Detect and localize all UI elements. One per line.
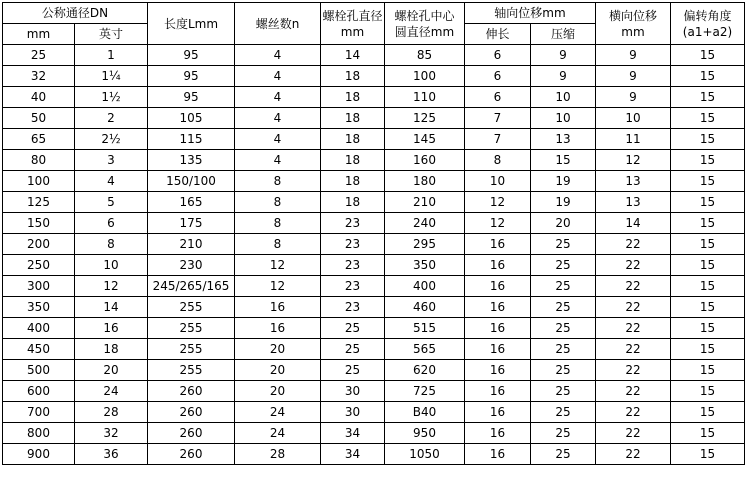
- header-bolt-circle-line2: 圆直径mm: [394, 24, 455, 39]
- cell-bolt-hole-diameter: 18: [321, 66, 385, 87]
- cell-dn-inch: 12: [75, 276, 148, 297]
- cell-bolt-hole-diameter: 23: [321, 276, 385, 297]
- cell-bolt-circle-diameter: 295: [385, 234, 465, 255]
- cell-axial-compress: 25: [531, 444, 596, 465]
- cell-lateral: 22: [596, 381, 671, 402]
- cell-axial-compress: 25: [531, 423, 596, 444]
- cell-dn-inch: 32: [75, 423, 148, 444]
- header-angle-line1: 偏转角度: [683, 8, 732, 23]
- cell-angle: 15: [671, 129, 745, 150]
- cell-bolt-circle-diameter: 210: [385, 192, 465, 213]
- cell-axial-extend: 6: [465, 66, 531, 87]
- cell-length: 115: [148, 129, 235, 150]
- cell-dn-mm: 450: [3, 339, 75, 360]
- table-row: [3, 318, 745, 339]
- cell-bolt-circle-diameter: 1050: [385, 444, 465, 465]
- cell-bolt-hole-diameter: 30: [321, 381, 385, 402]
- cell-length: 95: [148, 66, 235, 87]
- table-header: [3, 3, 745, 45]
- cell-axial-compress: 25: [531, 234, 596, 255]
- cell-axial-compress: 20: [531, 213, 596, 234]
- cell-axial-extend: 16: [465, 402, 531, 423]
- cell-bolts: 4: [235, 129, 321, 150]
- cell-length: 260: [148, 402, 235, 423]
- header-extend: 伸长: [465, 24, 531, 45]
- cell-bolts: 4: [235, 108, 321, 129]
- cell-bolt-hole-diameter: 34: [321, 423, 385, 444]
- cell-axial-compress: 25: [531, 318, 596, 339]
- cell-dn-inch: 24: [75, 381, 148, 402]
- cell-lateral: 13: [596, 171, 671, 192]
- header-length: 长度Lmm: [148, 3, 235, 45]
- cell-axial-compress: 25: [531, 276, 596, 297]
- cell-dn-inch: 18: [75, 339, 148, 360]
- cell-bolt-circle-diameter: 515: [385, 318, 465, 339]
- header-mm: mm: [3, 24, 75, 45]
- cell-bolt-circle-diameter: 620: [385, 360, 465, 381]
- cell-axial-extend: 16: [465, 297, 531, 318]
- header-bolt-circle-diameter: [385, 3, 465, 45]
- cell-angle: 15: [671, 381, 745, 402]
- cell-axial-extend: 12: [465, 192, 531, 213]
- cell-axial-extend: 16: [465, 339, 531, 360]
- cell-length: 260: [148, 381, 235, 402]
- cell-dn-mm: 700: [3, 402, 75, 423]
- cell-axial-compress: 9: [531, 45, 596, 66]
- cell-dn-mm: 800: [3, 423, 75, 444]
- cell-bolts: 12: [235, 255, 321, 276]
- cell-dn-inch: 3: [75, 150, 148, 171]
- cell-bolts: 12: [235, 276, 321, 297]
- cell-bolts: 24: [235, 402, 321, 423]
- cell-dn-mm: 50: [3, 108, 75, 129]
- cell-dn-mm: 900: [3, 444, 75, 465]
- cell-dn-mm: 300: [3, 276, 75, 297]
- cell-bolt-circle-diameter: 565: [385, 339, 465, 360]
- cell-axial-extend: 7: [465, 108, 531, 129]
- header-angle-line2: (a1+a2): [682, 24, 733, 39]
- cell-dn-mm: 125: [3, 192, 75, 213]
- cell-length: 255: [148, 318, 235, 339]
- cell-dn-mm: 200: [3, 234, 75, 255]
- cell-bolt-circle-diameter: 725: [385, 381, 465, 402]
- spec-table-container: [2, 2, 745, 465]
- cell-lateral: 22: [596, 297, 671, 318]
- cell-angle: 15: [671, 360, 745, 381]
- cell-lateral: 12: [596, 150, 671, 171]
- spec-table: [2, 2, 745, 465]
- cell-angle: 15: [671, 339, 745, 360]
- cell-angle: 15: [671, 402, 745, 423]
- cell-length: 255: [148, 297, 235, 318]
- cell-bolt-hole-diameter: 25: [321, 318, 385, 339]
- cell-axial-compress: 19: [531, 192, 596, 213]
- cell-bolt-hole-diameter: 23: [321, 297, 385, 318]
- cell-bolts: 4: [235, 66, 321, 87]
- cell-axial-extend: 16: [465, 360, 531, 381]
- cell-angle: 15: [671, 108, 745, 129]
- cell-dn-inch: 5: [75, 192, 148, 213]
- cell-bolt-hole-diameter: 34: [321, 444, 385, 465]
- cell-lateral: 22: [596, 255, 671, 276]
- cell-bolts: 8: [235, 213, 321, 234]
- cell-angle: 15: [671, 66, 745, 87]
- cell-bolts: 20: [235, 381, 321, 402]
- header-bolts: 螺丝数n: [235, 3, 321, 45]
- cell-bolt-circle-diameter: 110: [385, 87, 465, 108]
- header-angle: [671, 3, 745, 45]
- cell-bolt-circle-diameter: 100: [385, 66, 465, 87]
- cell-lateral: 10: [596, 108, 671, 129]
- cell-bolt-hole-diameter: 25: [321, 339, 385, 360]
- cell-bolts: 24: [235, 423, 321, 444]
- cell-angle: 15: [671, 213, 745, 234]
- header-axial-group: 轴向位移mm: [465, 3, 596, 24]
- cell-length: 245/265/165: [148, 276, 235, 297]
- cell-angle: 15: [671, 423, 745, 444]
- cell-dn-mm: 600: [3, 381, 75, 402]
- cell-angle: 15: [671, 255, 745, 276]
- cell-length: 165: [148, 192, 235, 213]
- cell-axial-extend: 16: [465, 423, 531, 444]
- table-row: [3, 108, 745, 129]
- cell-dn-mm: 65: [3, 129, 75, 150]
- cell-bolts: 20: [235, 360, 321, 381]
- cell-dn-inch: 1½: [75, 87, 148, 108]
- cell-bolt-circle-diameter: 240: [385, 213, 465, 234]
- cell-length: 255: [148, 339, 235, 360]
- cell-length: 175: [148, 213, 235, 234]
- header-bolt-hole-diameter-line1: 螺栓孔直径: [322, 8, 383, 23]
- cell-dn-inch: 28: [75, 402, 148, 423]
- table-row: [3, 423, 745, 444]
- cell-dn-inch: 20: [75, 360, 148, 381]
- cell-dn-inch: 8: [75, 234, 148, 255]
- cell-lateral: 22: [596, 234, 671, 255]
- cell-lateral: 11: [596, 129, 671, 150]
- cell-bolts: 4: [235, 150, 321, 171]
- cell-dn-inch: 10: [75, 255, 148, 276]
- cell-axial-compress: 19: [531, 171, 596, 192]
- cell-axial-extend: 8: [465, 150, 531, 171]
- cell-lateral: 22: [596, 423, 671, 444]
- cell-bolt-circle-diameter: 350: [385, 255, 465, 276]
- cell-lateral: 9: [596, 45, 671, 66]
- cell-dn-inch: 1¼: [75, 66, 148, 87]
- cell-dn-inch: 36: [75, 444, 148, 465]
- cell-bolts: 16: [235, 318, 321, 339]
- cell-dn-inch: 4: [75, 171, 148, 192]
- cell-axial-extend: 16: [465, 276, 531, 297]
- cell-bolt-hole-diameter: 18: [321, 87, 385, 108]
- cell-angle: 15: [671, 318, 745, 339]
- cell-bolt-hole-diameter: 25: [321, 360, 385, 381]
- cell-angle: 15: [671, 276, 745, 297]
- cell-lateral: 22: [596, 360, 671, 381]
- cell-bolts: 28: [235, 444, 321, 465]
- cell-dn-mm: 500: [3, 360, 75, 381]
- cell-angle: 15: [671, 444, 745, 465]
- cell-axial-compress: 25: [531, 402, 596, 423]
- cell-axial-compress: 10: [531, 87, 596, 108]
- cell-length: 230: [148, 255, 235, 276]
- cell-bolt-hole-diameter: 23: [321, 213, 385, 234]
- cell-axial-compress: 25: [531, 297, 596, 318]
- cell-length: 95: [148, 87, 235, 108]
- table-row: [3, 255, 745, 276]
- cell-dn-mm: 25: [3, 45, 75, 66]
- cell-dn-inch: 2: [75, 108, 148, 129]
- cell-bolt-circle-diameter: 85: [385, 45, 465, 66]
- cell-dn-inch: 6: [75, 213, 148, 234]
- cell-lateral: 13: [596, 192, 671, 213]
- cell-dn-mm: 150: [3, 213, 75, 234]
- cell-length: 95: [148, 45, 235, 66]
- cell-dn-inch: 2½: [75, 129, 148, 150]
- cell-axial-extend: 7: [465, 129, 531, 150]
- cell-bolt-hole-diameter: 18: [321, 192, 385, 213]
- cell-length: 210: [148, 234, 235, 255]
- cell-bolts: 20: [235, 339, 321, 360]
- cell-bolts: 8: [235, 171, 321, 192]
- cell-bolt-circle-diameter: 145: [385, 129, 465, 150]
- header-row-1: [3, 3, 745, 24]
- cell-length: 260: [148, 444, 235, 465]
- cell-axial-compress: 25: [531, 381, 596, 402]
- table-row: [3, 339, 745, 360]
- header-inch: 英寸: [75, 24, 148, 45]
- cell-lateral: 22: [596, 402, 671, 423]
- cell-axial-extend: 6: [465, 45, 531, 66]
- table-row: [3, 192, 745, 213]
- table-body: [3, 45, 745, 465]
- header-bolt-circle-line1: 螺栓孔中心: [394, 8, 455, 23]
- cell-bolt-hole-diameter: 23: [321, 255, 385, 276]
- table-row: [3, 360, 745, 381]
- cell-dn-inch: 16: [75, 318, 148, 339]
- cell-dn-mm: 400: [3, 318, 75, 339]
- cell-angle: 15: [671, 234, 745, 255]
- header-compress: 压缩: [531, 24, 596, 45]
- cell-dn-inch: 14: [75, 297, 148, 318]
- cell-angle: 15: [671, 87, 745, 108]
- cell-axial-extend: 12: [465, 213, 531, 234]
- cell-bolt-circle-diameter: 950: [385, 423, 465, 444]
- cell-lateral: 14: [596, 213, 671, 234]
- header-bolt-hole-diameter-line2: mm: [340, 24, 365, 39]
- cell-bolt-circle-diameter: 180: [385, 171, 465, 192]
- cell-angle: 15: [671, 297, 745, 318]
- cell-bolt-hole-diameter: 23: [321, 234, 385, 255]
- cell-bolts: 4: [235, 45, 321, 66]
- cell-dn-inch: 1: [75, 45, 148, 66]
- cell-bolt-circle-diameter: 160: [385, 150, 465, 171]
- table-row: [3, 444, 745, 465]
- cell-angle: 15: [671, 45, 745, 66]
- cell-axial-compress: 25: [531, 339, 596, 360]
- header-lateral-line2: mm: [621, 24, 645, 39]
- cell-bolt-hole-diameter: 14: [321, 45, 385, 66]
- cell-axial-compress: 10: [531, 108, 596, 129]
- cell-axial-extend: 16: [465, 255, 531, 276]
- cell-length: 255: [148, 360, 235, 381]
- cell-bolt-circle-diameter: B40: [385, 402, 465, 423]
- table-row: [3, 297, 745, 318]
- cell-dn-mm: 250: [3, 255, 75, 276]
- cell-bolt-circle-diameter: 400: [385, 276, 465, 297]
- cell-bolts: 8: [235, 234, 321, 255]
- cell-bolt-hole-diameter: 18: [321, 129, 385, 150]
- header-lateral: [596, 3, 671, 45]
- table-row: [3, 381, 745, 402]
- header-lateral-line1: 横向位移: [608, 8, 657, 23]
- cell-length: 150/100: [148, 171, 235, 192]
- cell-axial-extend: 16: [465, 318, 531, 339]
- header-bolt-hole-diameter: [321, 3, 385, 45]
- cell-lateral: 22: [596, 276, 671, 297]
- table-row: [3, 87, 745, 108]
- cell-axial-compress: 13: [531, 129, 596, 150]
- cell-length: 135: [148, 150, 235, 171]
- cell-angle: 15: [671, 192, 745, 213]
- table-row: [3, 402, 745, 423]
- table-row: [3, 171, 745, 192]
- cell-axial-extend: 16: [465, 444, 531, 465]
- cell-lateral: 9: [596, 66, 671, 87]
- table-row: [3, 234, 745, 255]
- cell-length: 260: [148, 423, 235, 444]
- cell-lateral: 9: [596, 87, 671, 108]
- cell-axial-extend: 16: [465, 381, 531, 402]
- cell-bolts: 16: [235, 297, 321, 318]
- cell-bolt-circle-diameter: 460: [385, 297, 465, 318]
- cell-axial-compress: 25: [531, 255, 596, 276]
- cell-bolt-hole-diameter: 18: [321, 171, 385, 192]
- cell-dn-mm: 40: [3, 87, 75, 108]
- cell-bolt-hole-diameter: 30: [321, 402, 385, 423]
- cell-angle: 15: [671, 171, 745, 192]
- cell-length: 105: [148, 108, 235, 129]
- cell-dn-mm: 32: [3, 66, 75, 87]
- cell-lateral: 22: [596, 339, 671, 360]
- table-row: [3, 45, 745, 66]
- cell-dn-mm: 350: [3, 297, 75, 318]
- cell-lateral: 22: [596, 444, 671, 465]
- table-row: [3, 276, 745, 297]
- table-row: [3, 150, 745, 171]
- header-dn-group: 公称通径DN: [3, 3, 148, 24]
- cell-bolt-hole-diameter: 18: [321, 150, 385, 171]
- cell-axial-compress: 9: [531, 66, 596, 87]
- cell-dn-mm: 80: [3, 150, 75, 171]
- cell-axial-compress: 15: [531, 150, 596, 171]
- cell-angle: 15: [671, 150, 745, 171]
- cell-bolts: 8: [235, 192, 321, 213]
- table-row: [3, 129, 745, 150]
- cell-axial-extend: 16: [465, 234, 531, 255]
- cell-axial-compress: 25: [531, 360, 596, 381]
- table-row: [3, 213, 745, 234]
- cell-dn-mm: 100: [3, 171, 75, 192]
- cell-bolt-hole-diameter: 18: [321, 108, 385, 129]
- cell-axial-extend: 6: [465, 87, 531, 108]
- cell-bolts: 4: [235, 87, 321, 108]
- cell-bolt-circle-diameter: 125: [385, 108, 465, 129]
- cell-lateral: 22: [596, 318, 671, 339]
- cell-axial-extend: 10: [465, 171, 531, 192]
- table-row: [3, 66, 745, 87]
